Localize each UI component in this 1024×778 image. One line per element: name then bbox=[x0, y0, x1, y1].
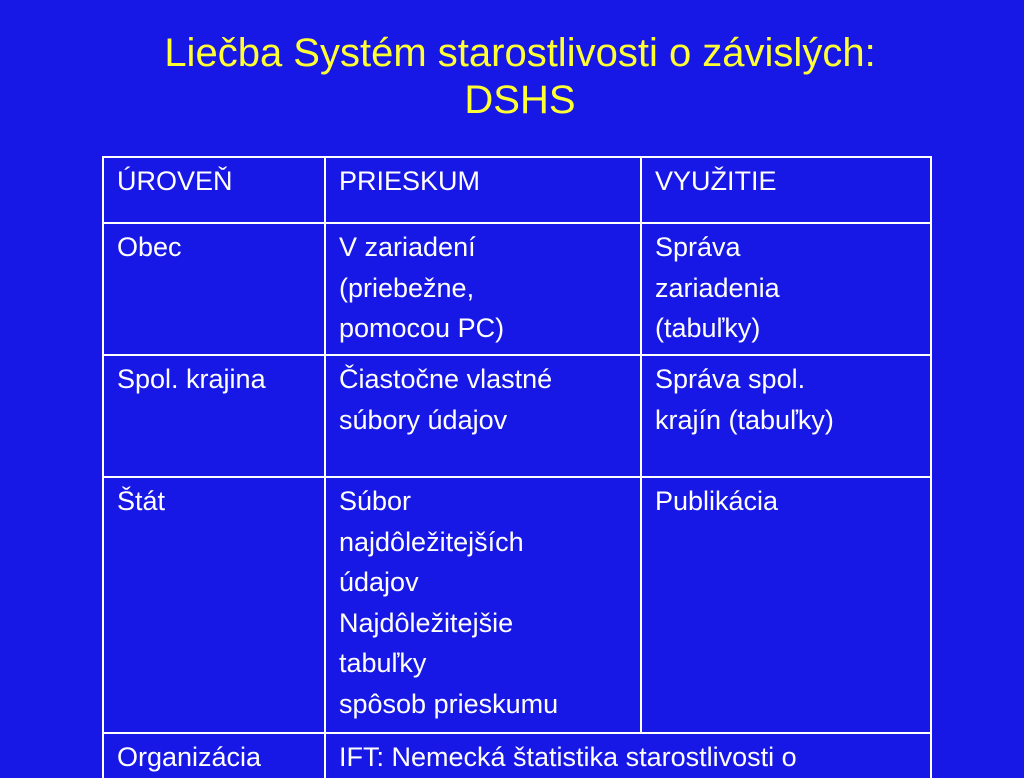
table-cell: Správa spol. krajín (tabuľky) bbox=[641, 355, 931, 477]
table-row bbox=[103, 355, 931, 477]
table-cell: Obec bbox=[103, 223, 325, 355]
data-table bbox=[102, 156, 932, 778]
table-cell: Publikácia bbox=[641, 477, 931, 733]
table-header-row bbox=[103, 157, 931, 223]
header-survey: PRIESKUM bbox=[325, 157, 641, 223]
header-usage: VYUŽITIE bbox=[641, 157, 931, 223]
table-row bbox=[103, 477, 931, 733]
table-cell: IFT: Nemecká štatistika starostlivosti o bbox=[325, 733, 931, 778]
slide-title bbox=[0, 30, 1024, 124]
slide-title-line-2: DSHS bbox=[464, 78, 576, 122]
table-cell: Spol. krajina bbox=[103, 355, 325, 477]
table-cell: Organizácia bbox=[103, 733, 325, 778]
table-cell: Štát bbox=[103, 477, 325, 733]
table-cell: V zariadení (priebežne, pomocou PC) bbox=[325, 223, 641, 355]
slide-title-line-1: Liečba Systém starostlivosti o závislých: bbox=[164, 31, 876, 75]
header-level: ÚROVEŇ bbox=[103, 157, 325, 223]
table-cell: Správa zariadenia (tabuľky) bbox=[641, 223, 931, 355]
table-cell: Súbor najdôležitejších údajov Najdôležitejšie tabuľky spôsob prieskumu bbox=[325, 477, 641, 733]
table-cell: Čiastočne vlastné súbory údajov bbox=[325, 355, 641, 477]
table-row bbox=[103, 223, 931, 355]
table-row bbox=[103, 733, 931, 778]
